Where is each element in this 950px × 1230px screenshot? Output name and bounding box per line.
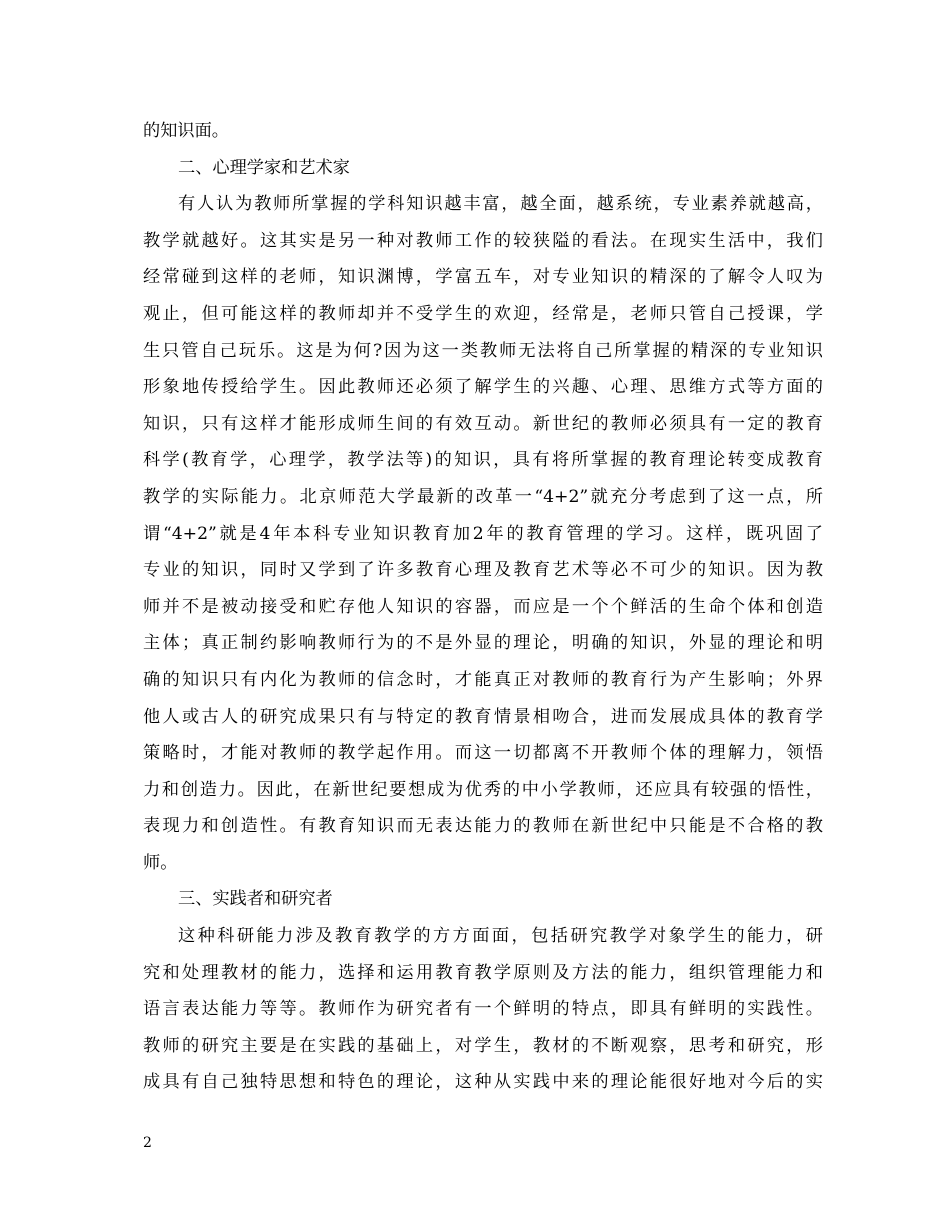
paragraph-line: 经常碰到这样的老师，知识渊博，学富五车，对专业知识的精深的了解令人叹为 — [143, 267, 823, 288]
paragraph-line: 语言表达能力等等。教师作为研究者有一个鲜明的特点，即具有鲜明的实践性。 — [143, 999, 823, 1020]
paragraph-line: 科学(教育学，心理学，教学法等)的知识，具有将所掌握的教育理论转变成教育 — [143, 450, 823, 471]
paragraph-line: 有人认为教师所掌握的学科知识越丰富，越全面，越系统，专业素养就越高， — [178, 194, 823, 215]
paragraph-line: 师并不是被动接受和贮存他人知识的容器，而应是一个个鲜活的生命个体和创造 — [143, 596, 823, 617]
section-heading: 三、实践者和研究者 — [178, 889, 333, 910]
paragraph-line: 的知识面。 — [143, 121, 229, 141]
paragraph-line: 观止，但可能这样的教师却并不受学生的欢迎，经常是，老师只管自己授课，学 — [143, 303, 823, 324]
paragraph-line: 力和创造力。因此，在新世纪要想成为优秀的中小学教师，还应具有较强的悟性， — [143, 779, 823, 800]
paragraph-line: 教学的实际能力。北京师范大学最新的改革一“4+2”就充分考虑到了这一点，所 — [143, 486, 823, 507]
paragraph-line: 教师的研究主要是在实践的基础上，对学生，教材的不断观察，思考和研究，形 — [143, 1035, 823, 1056]
paragraph-line: 专业的知识，同时又学到了许多教育心理及教育艺术等必不可少的知识。因为教 — [143, 560, 823, 581]
page-number: 2 — [143, 1135, 152, 1151]
paragraph-line: 确的知识只有内化为教师的信念时，才能真正对教师的教育行为产生影响；外界 — [143, 669, 823, 690]
section-heading: 二、心理学家和艺术家 — [178, 157, 350, 178]
paragraph-line: 成具有自己独特思想和特色的理论，这种从实践中来的理论能很好地对今后的实 — [143, 1072, 823, 1093]
paragraph-line: 表现力和创造性。有教育知识而无表达能力的教师在新世纪中只能是不合格的教 — [143, 816, 823, 837]
paragraph-line: 形象地传授给学生。因此教师还必须了解学生的兴趣、心理、思维方式等方面的 — [143, 377, 823, 398]
paragraph-line: 这种科研能力涉及教育教学的方方面面，包括研究教学对象学生的能力，研 — [178, 926, 823, 947]
paragraph-line: 谓“4+2”就是4年本科专业知识教育加2年的教育管理的学习。这样，既巩固了 — [143, 523, 823, 544]
paragraph-line: 策略时，才能对教师的教学起作用。而这一切都离不开教师个体的理解力，领悟 — [143, 743, 823, 764]
paragraph-line: 教学就越好。这其实是另一种对教师工作的较狭隘的看法。在现实生活中，我们 — [143, 230, 823, 251]
paragraph-line: 知识，只有这样才能形成师生间的有效互动。新世纪的教师必须具有一定的教育 — [143, 413, 823, 434]
paragraph-line: 主体；真正制约影响教师行为的不是外显的理论，明确的知识，外显的理论和明 — [143, 633, 823, 654]
document-body — [143, 113, 823, 1101]
paragraph-line: 生只管自己玩乐。这是为何?因为这一类教师无法将自己所掌握的精深的专业知识 — [143, 340, 823, 361]
paragraph-line: 究和处理教材的能力，选择和运用教育教学原则及方法的能力，组织管理能力和 — [143, 962, 823, 983]
paragraph-line: 他人或古人的研究成果只有与特定的教育情景相吻合，进而发展成具体的教育学 — [143, 706, 823, 727]
paragraph-line: 师。 — [143, 852, 178, 873]
